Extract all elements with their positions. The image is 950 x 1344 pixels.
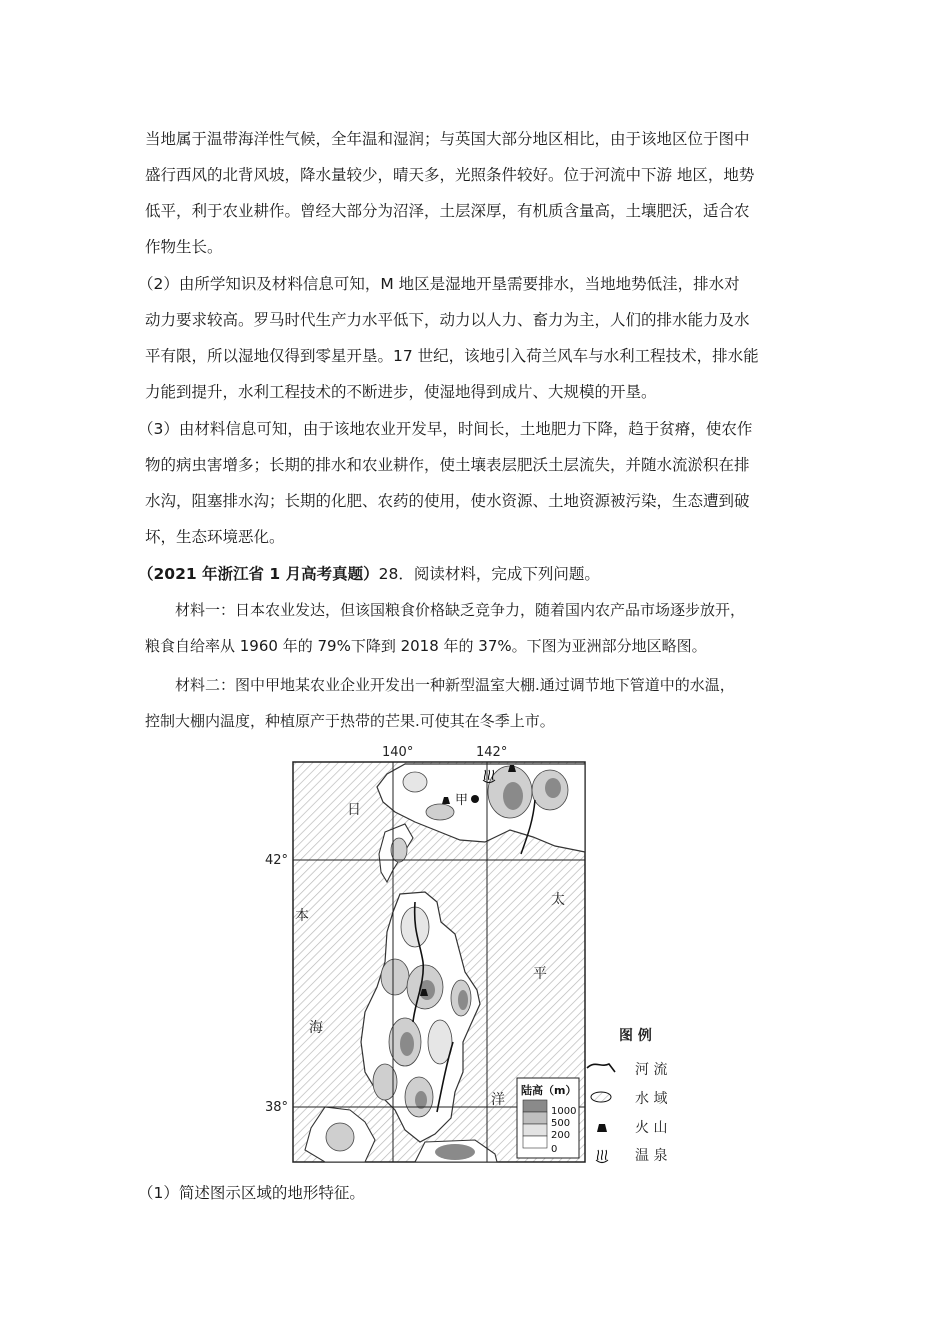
answer-2-line-3: 平有限，所以湿地仅得到零星开垦。17 世纪，该地引入荷兰风车与水利工程技术，排水能: [145, 347, 759, 365]
answer-2-line-1: （2）由所学知识及材料信息可知，M 地区是湿地开垦需要排水，当地地势低洼，排水对: [138, 275, 740, 293]
answer-line-2: 盛行西风的北背风坡，降水量较少，晴天多，光照条件较好。位于河流中下游 地区，地势: [145, 166, 755, 184]
answer-line-4: 作物生长。: [145, 238, 223, 256]
sub-question-1: （1）简述图示区域的地形特征。: [138, 1184, 365, 1202]
lon-label-142: 142°: [476, 745, 508, 760]
sea-east-char-1: 太: [551, 892, 565, 908]
answer-3-line-2: 物的病虫害增多；长期的排水和农业耕作，使土壤表层肥沃土层流失，并随水流淤积在排: [145, 456, 750, 474]
lat-label-38: 38°: [265, 1100, 289, 1115]
elevation-level-0: 0: [551, 1144, 558, 1155]
legend-river-label: 河 流: [635, 1062, 668, 1078]
answer-3-line-4: 坏，生态环境恶化。: [145, 528, 285, 546]
hot-spring-icon: [596, 1150, 608, 1163]
sea-west-char-2: 本: [295, 908, 309, 924]
answer-3-line-3: 水沟，阻塞排水沟；长期的化肥、农药的使用，使水资源、土地资源被污染，生态遭到破: [145, 492, 750, 510]
material1-line-1: 材料一：日本农业发达，但该国粮食价格缺乏竞争力，随着国内农产品市场逐步放开，: [175, 601, 746, 619]
answer-2-line-2: 动力要求较高。罗马时代生产力水平低下，动力以人力、畜力为主，人们的排水能力及水: [145, 311, 750, 329]
material2-line-2: 控制大棚内温度，种植原产于热带的芒果.可使其在冬季上市。: [145, 712, 555, 730]
place-jia-dot: [471, 795, 479, 803]
elevation-level-1000: 1000: [551, 1106, 577, 1117]
legend-water-label: 水 域: [635, 1091, 668, 1107]
elevation-level-200: 200: [551, 1130, 571, 1141]
legend-hotspring-label: 温 泉: [635, 1148, 668, 1164]
question-source: （2021 年浙江省 1 月高考真题）: [138, 565, 379, 583]
sea-east-char-3: 洋: [491, 1092, 505, 1108]
place-jia-label: 甲: [455, 793, 469, 808]
elevation-title: 陆高（m）: [521, 1084, 577, 1097]
volcano-icon: [597, 1124, 607, 1132]
answer-3-line-1: （3）由材料信息可知，由于该地农业开发早，时间长，土地肥力下降，趋于贫瘠，使农作: [138, 420, 753, 438]
elevation-level-500: 500: [551, 1118, 571, 1129]
answer-2-line-4: 力能到提升，水利工程技术的不断进步，使湿地得到成片、大规模的开垦。: [145, 383, 657, 401]
answer-line-3: 低平，利于农业耕作。曾经大部分为沼泽，土层深厚，有机质含量高，土壤肥沃，适合农: [145, 202, 750, 220]
symbol-legend: [587, 1027, 667, 1164]
water-icon: [591, 1092, 611, 1102]
legend-volcano-label: 火 山: [635, 1120, 668, 1136]
sea-west-char-3: 海: [309, 1020, 323, 1036]
question-heading: [138, 564, 600, 584]
material1-line-2: 粮食自给率从 1960 年的 79%下降到 2018 年的 37%。下图为亚洲部分地区略图。: [145, 637, 707, 655]
material2-line-1: 材料二：图中甲地某农业企业开发出一种新型温室大棚.通过调节地下管道中的水温，: [175, 676, 735, 694]
elevation-legend: [517, 1078, 579, 1158]
japan-tohoku-map: [265, 742, 695, 1172]
answer-line-1: 当地属于温带海洋性气候，全年温和湿润；与英国大部分地区相比，由于该地区位于图中: [145, 130, 750, 148]
lon-label-140: 140°: [382, 745, 414, 760]
sea-west-char-1: 日: [347, 802, 361, 818]
legend-title: 图 例: [619, 1028, 652, 1044]
river-icon: [587, 1064, 615, 1072]
sea-east-char-2: 平: [533, 966, 547, 982]
question-intro: 28．阅读材料，完成下列问题。: [378, 565, 600, 583]
lat-label-42: 42°: [265, 853, 289, 868]
